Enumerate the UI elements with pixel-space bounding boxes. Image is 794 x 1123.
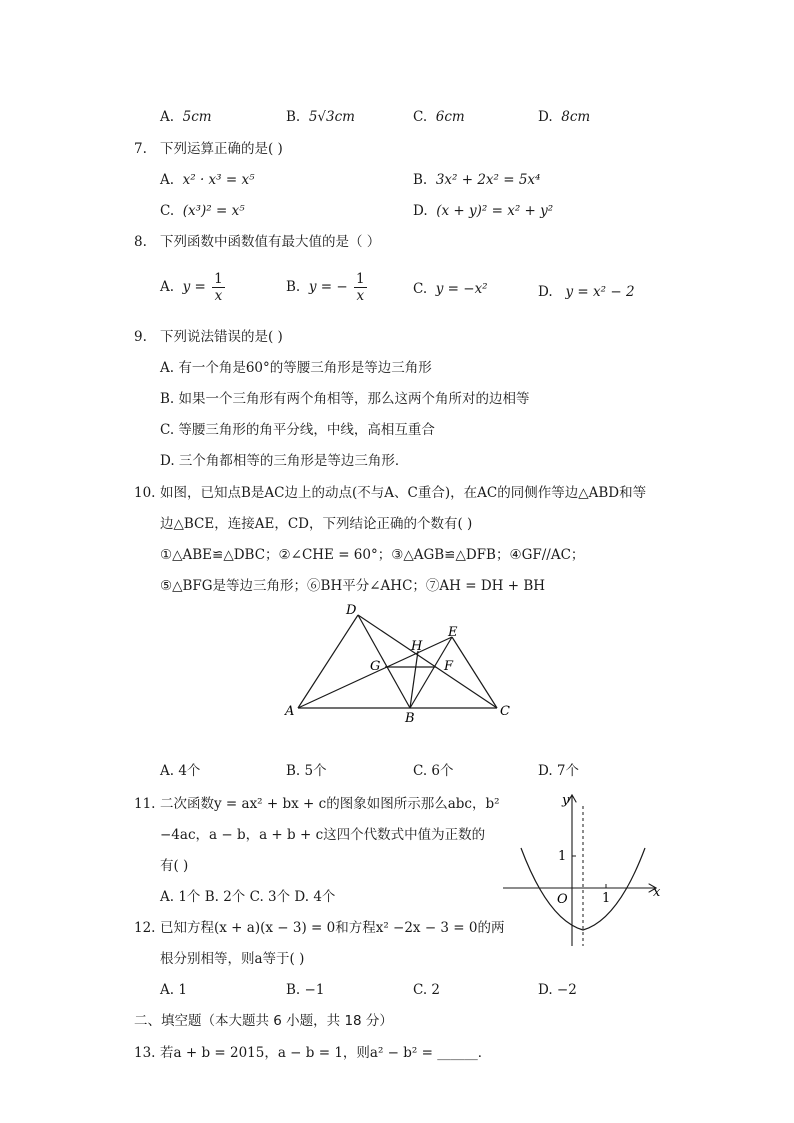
q10-option-d: D. 7个 [538, 763, 580, 779]
q6-option-a: A. 5cm [160, 109, 212, 125]
q6-option-c: C. 6cm [413, 109, 465, 125]
q6-option-d: D. 8cm [538, 109, 591, 125]
q13-stem: 若a + b = 2015，a − b = 1，则a² − b² = ______． [160, 1045, 492, 1061]
q10-statements-line1: ①△ABE≌△DBC；②∠CHE = 60°；③△AGB≌△DFB；④GF//AC； [160, 547, 585, 563]
segment-db [358, 615, 410, 708]
q11-options: A. 1个 B. 2个 C. 3个 D. 4个 [160, 889, 336, 905]
label-point-h: H [411, 639, 423, 654]
q9-option-a: A. 有一个角是60°的等腰三角形是等边三角形 [160, 360, 432, 376]
label-point-g: G [370, 659, 381, 674]
q8-option-a: A. y = $\frac{1}{x}$ [160, 271, 223, 304]
q10-stem-line1: 如图，已知点B是AC边上的动点(不与A、C重合)，在AC的同侧作等边△ABD和等 [160, 485, 647, 501]
q11-stem-line2: −4ac，a − b，a + b + c这四个代数式中值为正数的 [160, 827, 486, 843]
q8-option-d: D. y = x² − 2 [538, 284, 635, 300]
q10-statements-line2: ⑤△BFG是等边三角形；⑥BH平分∠AHC；⑦AH = DH + BH [160, 578, 546, 594]
q12-option-c: C. 2 [413, 982, 441, 998]
q7-option-c: C. (x³)² = x⁵ [160, 203, 245, 219]
q12-stem-line1: 已知方程(x + a)(x − 3) = 0和方程x² −2x − 3 = 0的两 [160, 920, 505, 936]
q7-stem: 下列运算正确的是( ) [160, 141, 283, 157]
segment-bh [410, 651, 418, 708]
q8-number: 8. [134, 234, 147, 250]
segment-ec [452, 637, 497, 708]
q7-option-a: A. x² · x³ = x⁵ [160, 172, 255, 188]
q11-number: 11. [134, 796, 156, 812]
q11-stem-line1: 二次函数y = ax² + bx + c的图象如图所示那么abc，b² [160, 796, 500, 812]
section-fill-in-blank-heading: 二、填空题（本大题共 6 小题，共 18 分） [134, 1013, 393, 1029]
q8-stem: 下列函数中函数值有最大值的是（ ） [160, 234, 381, 250]
q9-number: 9. [134, 329, 147, 345]
q8-option-c: C. y = −x² [413, 281, 488, 297]
q10-option-c: C. 6个 [413, 763, 454, 779]
q12-option-d: D. −2 [538, 982, 577, 998]
q10-option-a: A. 4个 [160, 763, 201, 779]
q9-option-c: C. 等腰三角形的角平分线，中线，高相互重合 [160, 422, 435, 438]
label-y-axis: y [562, 793, 570, 808]
label-x-axis: x [653, 885, 661, 900]
q12-option-b: B. −1 [286, 982, 325, 998]
q12-stem-line2: 根分别相等，则a等于( ) [160, 951, 305, 967]
q6-option-b: B. 5√3cm [286, 109, 355, 125]
label-point-a: A [285, 704, 295, 719]
q11-parabola-graph [500, 788, 670, 950]
q10-triangle-figure [280, 598, 520, 728]
label-x-one: 1 [602, 891, 611, 906]
label-origin: O [557, 892, 568, 907]
label-point-e: E [448, 625, 458, 640]
q8-option-b: B. y = − $\frac{1}{x}$ [286, 271, 365, 304]
q9-stem: 下列说法错误的是( ) [160, 329, 283, 345]
label-point-d: D [346, 603, 357, 618]
q7-option-d: D. (x + y)² = x² + y² [413, 203, 554, 219]
q12-number: 12. [134, 920, 156, 936]
q7-option-b: B. 3x² + 2x² = 5x⁴ [413, 172, 541, 188]
q10-option-b: B. 5个 [286, 763, 327, 779]
q7-number: 7. [134, 141, 147, 157]
label-y-one: 1 [558, 849, 567, 864]
q13-number: 13. [134, 1045, 156, 1061]
q9-option-b: B. 如果一个三角形有两个角相等，那么这两个角所对的边相等 [160, 391, 530, 407]
q11-stem-line3: 有( ) [160, 858, 189, 874]
q9-option-d: D. 三个角都相等的三角形是等边三角形． [160, 453, 409, 469]
q10-number: 10. [134, 485, 156, 501]
label-point-b: B [405, 711, 415, 726]
label-point-f: F [444, 659, 454, 674]
q12-option-a: A. 1 [160, 982, 187, 998]
q10-stem-line2: 边△BCE，连接AE，CD，下列结论正确的个数有( ) [160, 516, 473, 532]
label-point-c: C [500, 704, 510, 719]
